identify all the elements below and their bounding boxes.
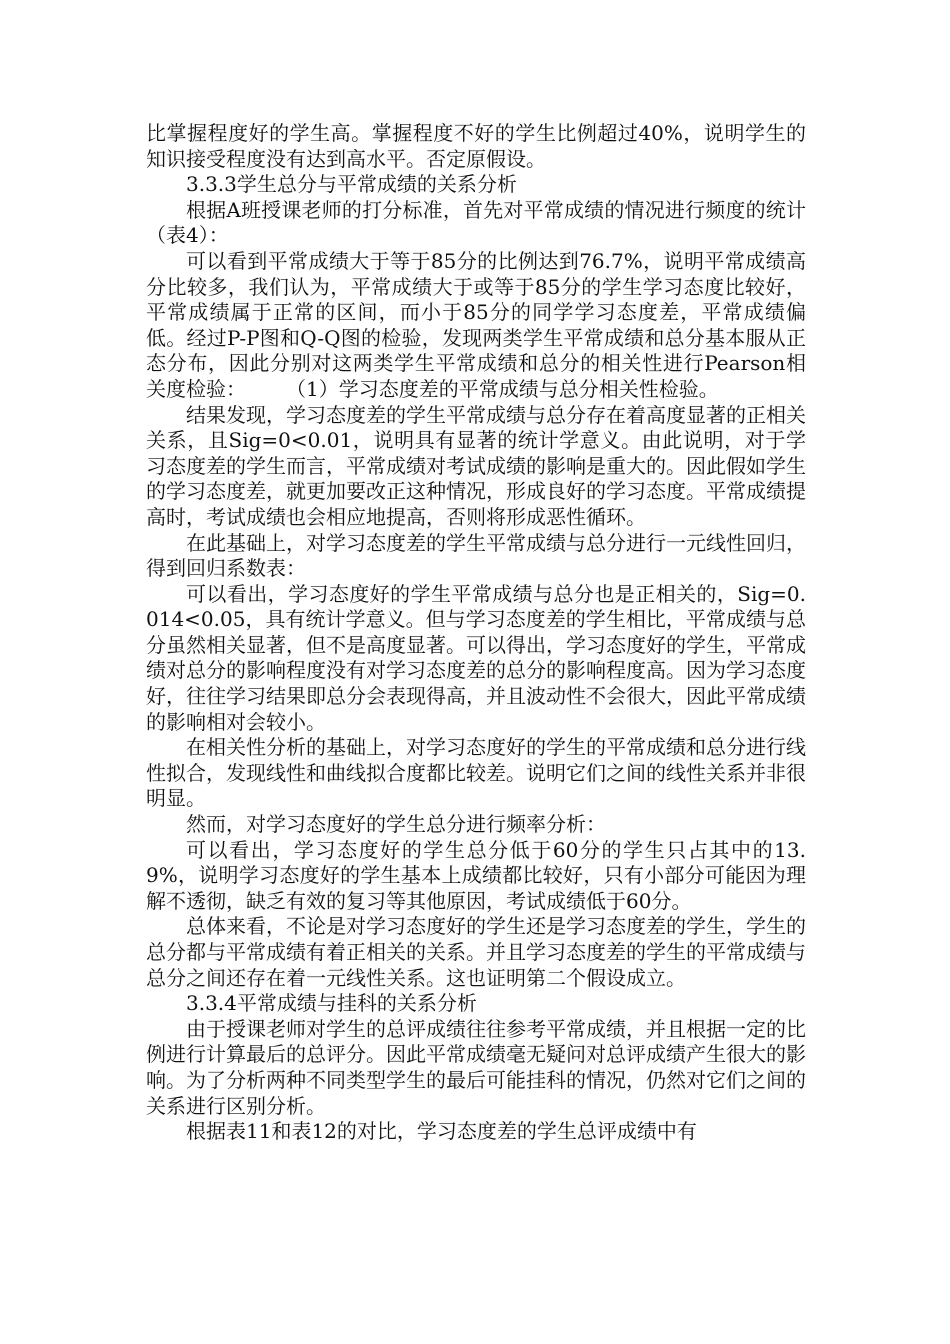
document-body (146, 121, 806, 1145)
paragraph: 根据A班授课老师的打分标准，首先对平常成绩的情况进行频度的统计（表4）： (146, 197, 806, 248)
paragraph: 在此基础上，对学习态度差的学生平常成绩与总分进行一元线性回归，得到回归系数表： (146, 530, 806, 581)
paragraph: 可以看出，学习态度好的学生平常成绩与总分也是正相关的，Sig=0.014<0.05，具有统计学意义。但与学习态度差的学生相比，平常成绩与总分虽然相关显著，但不是高度显著。可以得出，学习态度好的学生，平常成绩对总分的影响程度没有对学习态度差的总分的影响程度高。因为学习态度好，往往学习结果即总分会表现得高，并且波动性不会很大，因此平常成绩的影响相对会较小。 (146, 581, 806, 734)
paragraph: 可以看出，学习态度好的学生总分低于60分的学生只占其中的13.9%，说明学习态度好的学生基本上成绩都比较好，只有小部分可能因为理解不透彻，缺乏有效的复习等其他原因，考试成绩低于60分。 (146, 837, 806, 913)
paragraph: 可以看到平常成绩大于等于85分的比例达到76.7%，说明平常成绩高分比较多，我们认为，平常成绩大于或等于85分的学生学习态度比较好，平常成绩属于正常的区间，而小于85分的同学学习态度差，平常成绩偏低。经过P-P图和Q-Q图的检验，发现两类学生平常成绩和总分基本服从正态分布，因此分别对这两类学生平常成绩和总分的相关性进行Pearson相关度检验： （1）学习态度差的平常成绩与总分相关性检验。 (146, 248, 806, 401)
paragraph: 根据表11和表12的对比，学习态度差的学生总评成绩中有 (186, 1119, 697, 1144)
paragraph-continuation: 比掌握程度好的学生高。掌握程度不好的学生比例超过40%，说明学生的知识接受程度没有达到高水平。否定原假设。 (146, 121, 806, 171)
paragraph: 由于授课老师对学生的总评成绩往往参考平常成绩，并且根据一定的比例进行计算最后的总评分。因此平常成绩毫无疑问对总评成绩产生很大的影响。为了分析两种不同类型学生的最后可能挂科的情况，仍然对它们之间的关系进行区别分析。 (146, 1016, 806, 1118)
paragraph: 结果发现，学习态度差的学生平常成绩与总分存在着高度显著的正相关关系，且Sig=0<0.01，说明具有显著的统计学意义。由此说明，对于学习态度差的学生而言，平常成绩对考试成绩的影响是重大的。因此假如学生的学习态度差，就更加要改正这种情况，形成良好的学习态度。平常成绩提高时，考试成绩也会相应地提高，否则将形成恶性循环。 (146, 402, 806, 529)
paragraph: 总体来看，不论是对学习态度好的学生还是学习态度差的学生，学生的总分都与平常成绩有着正相关的关系。并且学习态度差的学生的平常成绩与总分之间还存在着一元线性关系。这也证明第二个假设成立。 (146, 914, 806, 990)
paragraph: 然而，对学习态度好的学生总分进行频率分析： (186, 812, 606, 837)
section-heading-3-3-3: 3.3.3学生总分与平常成绩的关系分析 (186, 172, 517, 197)
paragraph: 在相关性分析的基础上，对学习态度好的学生的平常成绩和总分进行线性拟合，发现线性和曲线拟合度都比较差。说明它们之间的线性关系并非很明显。 (146, 735, 806, 811)
section-heading-3-3-4: 3.3.4平常成绩与挂科的关系分析 (186, 991, 477, 1016)
